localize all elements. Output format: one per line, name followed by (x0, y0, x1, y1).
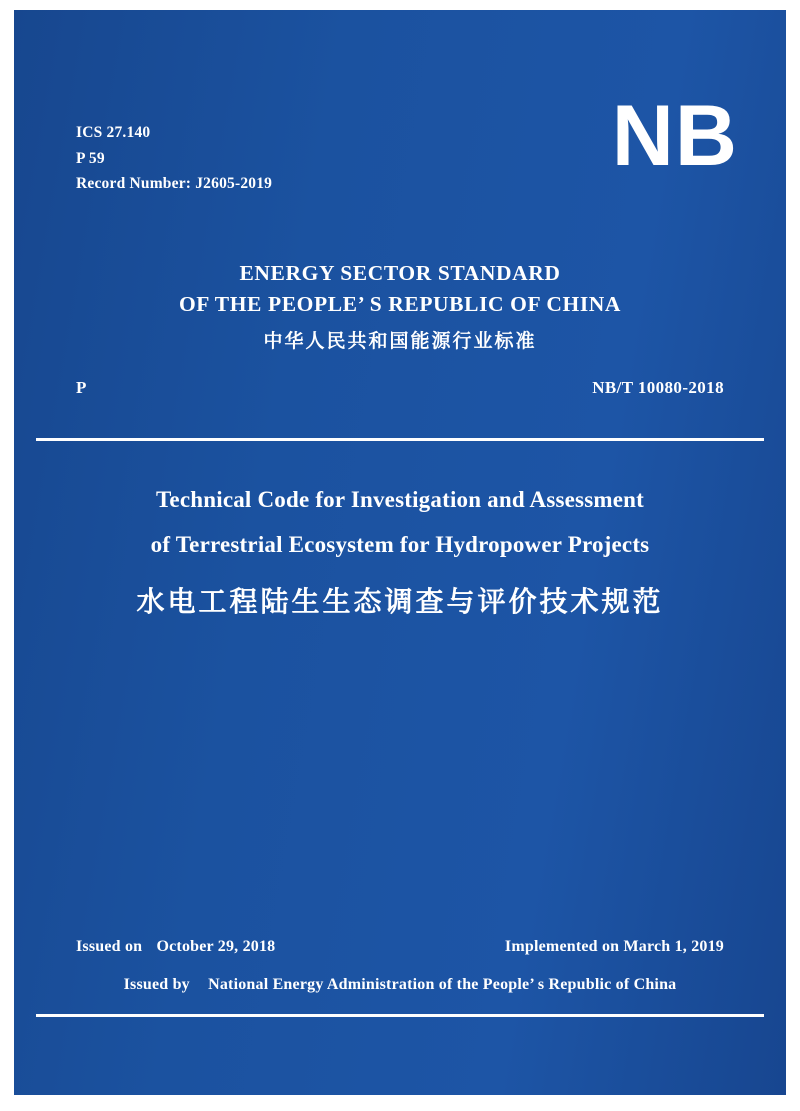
standard-cover (14, 10, 786, 1095)
issued-by-label: Issued by (123, 976, 190, 993)
standard-header-line1: ENERGY SECTOR STANDARD (239, 261, 561, 285)
title-en-line2: of Terrestrial Ecosystem for Hydropower Projects (150, 531, 650, 557)
category-letter: P (76, 378, 87, 397)
standard-header-chinese: 中华人民共和国能源行业标准 (263, 330, 537, 353)
ics-code: ICS 27.140 (76, 124, 151, 141)
standard-header (14, 258, 786, 353)
standard-header-line2: OF THE PEOPLE’ S REPUBLIC OF CHINA (178, 292, 622, 317)
issued-on-label: Issued on (76, 938, 143, 955)
classification-code: P 59 (76, 149, 105, 167)
standard-code-row (76, 378, 724, 398)
cover-code-block (76, 120, 272, 197)
issued-on (76, 938, 275, 956)
title-en-line1: Technical Code for Investigation and Assessment (156, 487, 644, 512)
title-chinese: 水电工程陆生生态调查与评价技术规范 (136, 584, 664, 618)
issuing-authority (14, 976, 786, 994)
divider-bottom (36, 1014, 764, 1017)
divider-top (36, 438, 764, 441)
page-title (74, 478, 726, 620)
publication-dates (76, 938, 724, 956)
nb-logo: NB (611, 88, 738, 184)
issued-by-name: National Energy Administration of the People’ s Republic of China (208, 976, 677, 993)
standard-number: NB/T 10080-2018 (592, 378, 724, 397)
record-number: Record Number: J2605-2019 (76, 175, 273, 193)
implementation-date: Implemented on March 1, 2019 (504, 938, 724, 955)
issued-on-date: October 29, 2018 (156, 938, 276, 955)
